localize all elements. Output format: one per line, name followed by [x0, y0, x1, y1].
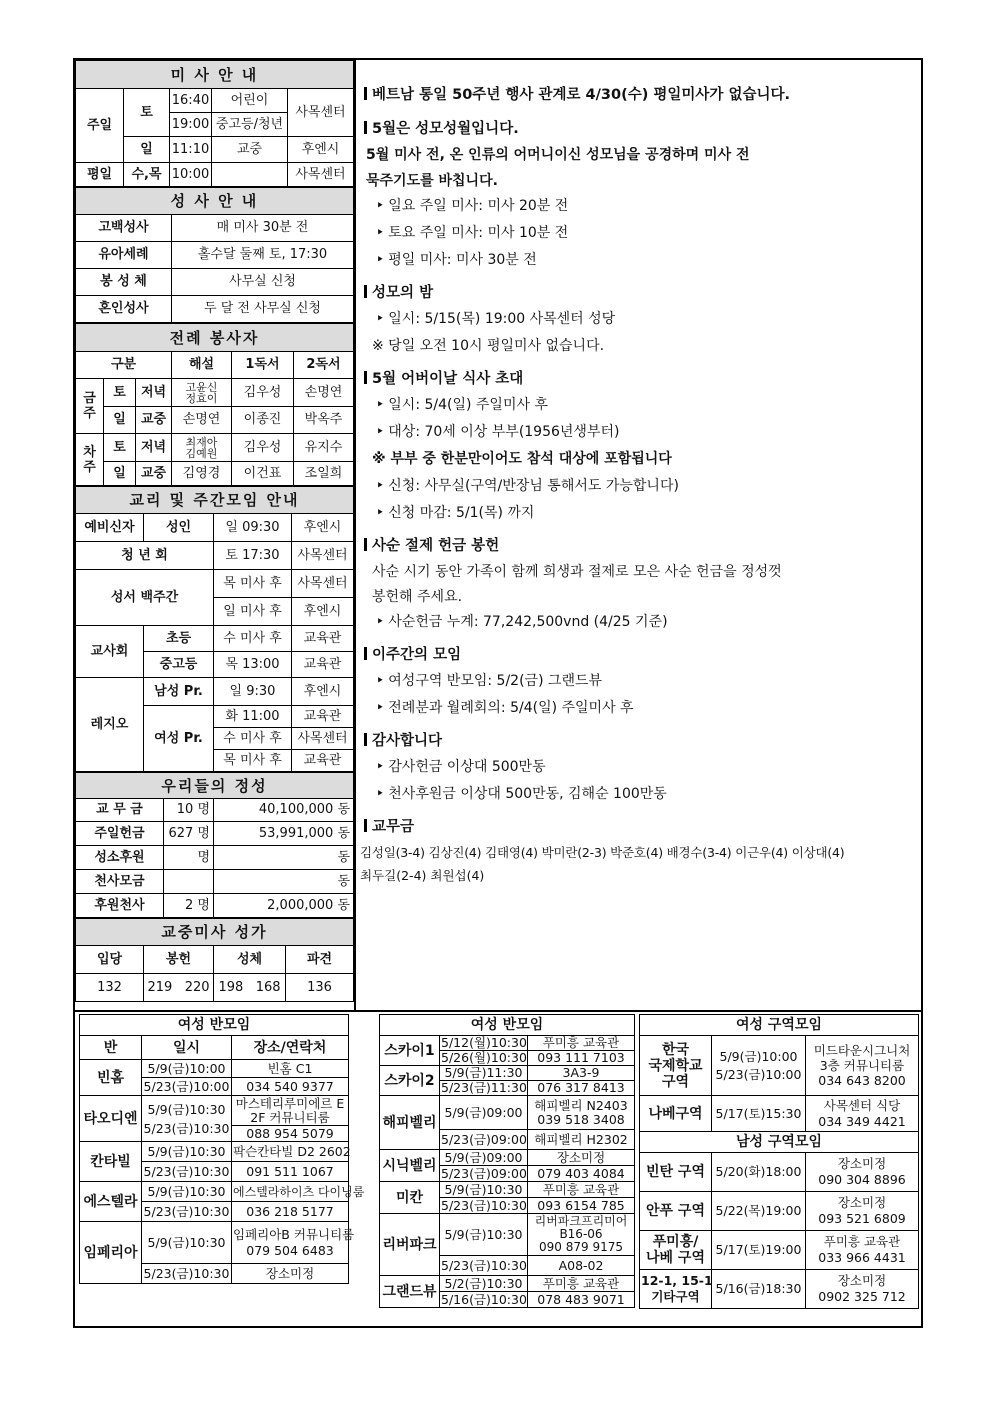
group-name: 그랜드뷰	[380, 1276, 440, 1308]
youth-place: 사목센터	[292, 542, 354, 570]
notice-bullet: ‣ 신청: 사무실(구역/반장님 통해서도 가능합니다)	[364, 473, 923, 500]
notice-text: 사순 시기 동안 가족이 함께 희생과 절제로 모은 사순 헌금을 정성껏	[372, 564, 782, 580]
bulletin-page	[73, 58, 923, 1328]
group-contact: 091 511 1067	[232, 1162, 349, 1182]
women-pr-place-3: 교육관	[292, 750, 354, 772]
offering-label: 성소후원	[76, 846, 164, 870]
bible-place-1: 사목센터	[292, 570, 354, 598]
mid-time: 목 13:00	[214, 652, 292, 678]
notice-note: ※ 당일 오전 10시 평일미사 없습니다.	[372, 338, 605, 354]
offering-count: 2 명	[164, 894, 214, 918]
group-place: 빈홈 C1	[232, 1060, 349, 1078]
women-groups-title: 여성 반모임	[80, 1015, 349, 1036]
wg-header: 일시	[142, 1036, 232, 1060]
group-name: 칸타빌	[80, 1142, 142, 1182]
liturgy-day: 토	[104, 379, 136, 407]
sat-group-2: 중고등/청년	[212, 113, 288, 137]
adult-label: 성인	[144, 514, 214, 542]
women-pr-place-1: 교육관	[292, 706, 354, 728]
group-place: 팍슨칸타빌 D2 2602	[232, 1142, 349, 1162]
group-date: 5/23(금)10:00	[142, 1078, 232, 1096]
liturgy-mass: 저녁	[136, 434, 172, 462]
district-name: 빈탄 구역	[640, 1153, 712, 1192]
group-name: 에스텔라	[80, 1182, 142, 1222]
bottom-section	[75, 1010, 921, 1326]
liturgy-reader1: 김우성	[232, 434, 294, 462]
notice-bullet: ‣ 사순헌금 누계: 77,242,500vnd (4/25 기준)	[364, 609, 923, 636]
next-week-label: 차주	[76, 434, 104, 486]
district-name: 푸미흥/	[652, 1234, 699, 1250]
bible-time-1: 목 미사 후	[214, 570, 292, 598]
offering-amount: 2,000,000 동	[214, 894, 354, 918]
sun-time: 11:10	[170, 137, 212, 163]
sunday-label: 주일	[76, 89, 124, 163]
bible-label: 성서 백주간	[76, 570, 214, 626]
sacrament-table	[75, 187, 354, 323]
group-name: 해피벨리	[380, 1096, 440, 1150]
weekday-label: 평일	[76, 163, 124, 187]
sacrament-value: 매 미사 30분 전	[172, 215, 354, 242]
group-date: 5/2(금)10:30	[440, 1276, 528, 1292]
notice-bullet: ‣ 토요 주일 미사: 미사 10분 전	[364, 220, 923, 247]
district-contact: 090 304 8896	[818, 1172, 906, 1187]
sat-time-1: 16:40	[170, 89, 212, 113]
notice-4	[364, 366, 923, 527]
liturgy-commentator: 김영경	[172, 462, 232, 486]
notice-bullet: ‣ 감사헌금 이상대 500만동	[364, 754, 923, 781]
notices-column	[356, 60, 923, 1010]
group-date: 5/9(금)10:30	[142, 1182, 232, 1202]
women-pr-label: 여성 Pr.	[144, 706, 214, 772]
bible-time-2: 일 미사 후	[214, 598, 292, 626]
group-place: 푸미흥 교육관	[528, 1036, 635, 1051]
notice-bullet: ‣ 일시: 5/4(일) 주일미사 후	[364, 392, 923, 419]
group-date: 5/23(금)10:30	[441, 1197, 527, 1213]
district-name: 기타구역	[651, 1289, 700, 1304]
hymns-title: 교중미사 성가	[76, 919, 354, 946]
group-place: 2F 커뮤니티룸	[250, 1109, 330, 1125]
women-groups-1	[79, 1014, 365, 1284]
catechumen-label: 예비신자	[76, 514, 144, 542]
group-contact: 078 483 9071	[528, 1292, 635, 1308]
group-date: 5/23(금)10:30	[142, 1264, 232, 1284]
sacrament-value: 두 달 전 사무실 신청	[172, 296, 354, 323]
group-date: 5/9(금)10:30	[142, 1222, 232, 1264]
district-place: 장소미정	[837, 1273, 887, 1288]
group-name: 스카이2	[380, 1066, 440, 1096]
notice-bullet: ‣ 대상: 70세 이상 부부(1956년생부터)	[364, 419, 923, 446]
notice-bullet: ‣ 여성구역 반모임: 5/2(금) 그랜드뷰	[364, 668, 923, 695]
liturgy-reader1: 이종진	[232, 407, 294, 434]
notice-note: ※ 부부 중 한분만이어도 참석 대상에 포함됩니다	[372, 451, 672, 467]
women-pr-place-2: 사목센터	[292, 728, 354, 750]
offering-amount: 동	[214, 870, 354, 894]
district-date: 5/9(금)10:00	[719, 1048, 798, 1064]
notice-title: 성모의 밤	[364, 280, 923, 306]
group-contact: 034 540 9377	[232, 1078, 349, 1096]
group-contact: 079 403 4084	[528, 1166, 635, 1182]
offering-count: 10 명	[164, 799, 214, 822]
wg-header: 반	[80, 1036, 142, 1060]
elem-label: 초등	[144, 626, 214, 652]
district-contact: 033 966 4431	[818, 1250, 906, 1265]
group-date: 5/26(월)10:30	[441, 1050, 527, 1065]
notice-title: 이주간의 모임	[364, 642, 923, 668]
district-name: 12-1, 15-1	[641, 1273, 713, 1288]
sat-group-1: 어린이	[212, 89, 288, 113]
sacrament-label: 유아세례	[76, 242, 172, 269]
group-place: 푸미흥 교육관	[528, 1276, 635, 1292]
teachers-label: 교사회	[76, 626, 144, 678]
offering-count: 627 명	[164, 822, 214, 846]
offerings-table	[75, 772, 354, 918]
hymn-header: 봉헌	[144, 946, 214, 974]
liturgy-mass: 교중	[136, 407, 172, 434]
catechumen-place: 후엔시	[292, 514, 354, 542]
liturgy-reader1: 이건표	[232, 462, 294, 486]
offering-label: 주일헌금	[76, 822, 164, 846]
notice-bullet: ‣ 천사후원금 이상대 500만동, 김해순 100만동	[364, 781, 923, 808]
sacrament-value: 홀수달 둘째 토, 17:30	[172, 242, 354, 269]
notice-text: 5월 미사 전, 온 인류의 어머니이신 성모님을 공경하며 미사 전	[366, 147, 750, 163]
group-date: 5/9(금)10:30	[440, 1182, 528, 1198]
liturgy-table	[75, 323, 354, 486]
liturgy-reader2: 손명연	[294, 379, 354, 407]
hymn-number: 219 220	[144, 974, 214, 1002]
group-place: 3A3-9	[528, 1066, 635, 1081]
left-column	[75, 60, 356, 1010]
group-name: 타오디엔	[80, 1096, 142, 1142]
district-date: 5/20(화)18:00	[712, 1153, 806, 1192]
liturgy-day: 일	[104, 462, 136, 486]
sacrament-label: 혼인성사	[76, 296, 172, 323]
notice-text: 묵주기도를 바칩니다.	[366, 173, 498, 189]
notice-title: 감사합니다	[364, 728, 923, 754]
liturgy-header: 2독서	[294, 352, 354, 379]
hymn-number: 136	[286, 974, 354, 1002]
group-date: 5/9(금)10:30	[142, 1142, 232, 1162]
notice-5	[364, 533, 923, 636]
liturgy-title: 전례 봉사자	[76, 324, 354, 352]
district-name: 국제학교	[648, 1057, 703, 1074]
group-place: 리버파크프리미어	[534, 1214, 628, 1228]
sat-time-2: 19:00	[170, 113, 212, 137]
district-name: 한국	[661, 1041, 690, 1058]
sacrament-label: 봉 성 체	[76, 269, 172, 296]
group-place: 에스텔라하이츠 다이닝룸	[232, 1182, 349, 1202]
hymn-number: 198 168	[214, 974, 286, 1002]
group-contact: 076 317 8413	[528, 1081, 635, 1096]
group-date: 5/9(금)09:00	[440, 1150, 528, 1166]
liturgy-mass: 교중	[136, 462, 172, 486]
meetings-title: 교리 및 주간모임 안내	[76, 487, 354, 514]
sat-place: 사목센터	[288, 89, 354, 137]
liturgy-header: 1독서	[232, 352, 294, 379]
group-contact: 093 111 7103	[528, 1051, 635, 1066]
notice-text: 최두길(2-4) 최원섭(4)	[360, 868, 485, 883]
wg-header: 장소/연락처	[232, 1036, 349, 1060]
group-date: 5/9(금)11:30	[440, 1066, 528, 1081]
group-place: 마스테리루미에르 E	[235, 1095, 345, 1111]
group-date: 5/23(금)10:30	[440, 1256, 528, 1276]
sun-label: 일	[124, 137, 170, 163]
sun-group: 교중	[212, 137, 288, 163]
group-date: 5/16(금)10:30	[441, 1291, 527, 1307]
group-place: A08-02	[528, 1256, 635, 1276]
weekday-time: 10:00	[170, 163, 212, 187]
men-districts-title: 남성 구역모임	[640, 1132, 919, 1153]
liturgy-commentator: 손명연	[172, 407, 232, 434]
mass-schedule-table	[75, 60, 354, 187]
liturgy-day: 토	[104, 434, 136, 462]
group-date: 5/23(금)10:30	[142, 1202, 232, 1222]
notice-3	[364, 280, 923, 360]
liturgy-commentator: 고윤신 정효이	[172, 379, 232, 407]
legio-label: 레지오	[76, 678, 144, 772]
group-date: 5/23(금)09:00	[440, 1130, 528, 1150]
group-contact: 036 218 5177	[232, 1202, 349, 1222]
group-date: 5/23(금)09:00	[441, 1165, 527, 1181]
district-contact: 034 349 4421	[818, 1113, 906, 1129]
group-date: 5/9(금)10:30	[147, 1101, 226, 1117]
group-place: 해피벨리 H2302	[528, 1130, 635, 1150]
elem-time: 수 미사 후	[214, 626, 292, 652]
district-date: 5/17(토)19:00	[712, 1231, 806, 1270]
notice-8	[360, 814, 923, 886]
notice-bullet: ‣ 평일 미사: 미사 30분 전	[364, 247, 923, 274]
district-contact: 034 643 8200	[818, 1073, 906, 1088]
offerings-title: 우리들의 정성	[76, 773, 354, 799]
group-date: 5/9(금)10:00	[142, 1060, 232, 1078]
meetings-table	[75, 486, 354, 772]
group-contact: 093 6154 785	[528, 1198, 635, 1214]
district-name: 구역	[661, 1073, 690, 1090]
liturgy-reader1: 김우성	[232, 379, 294, 407]
notice-title: 사순 절제 헌금 봉헌	[364, 533, 923, 559]
liturgy-commentator: 최재아 김예원	[172, 434, 232, 462]
sacrament-label: 고백성사	[76, 215, 172, 242]
women-groups-2	[379, 1014, 635, 1308]
liturgy-reader2: 박옥주	[294, 407, 354, 434]
group-name: 시닉벨리	[380, 1150, 440, 1182]
notice-title: 5월 어버이날 식사 초대	[364, 366, 923, 392]
hymn-header: 성체	[214, 946, 286, 974]
group-date: 5/23(금)10:30	[143, 1120, 230, 1136]
group-date: 5/23(금)11:30	[441, 1080, 527, 1095]
group-name: 스카이1	[380, 1036, 440, 1066]
group-place: 해피벨리 N2403	[534, 1097, 628, 1113]
elem-place: 교육관	[292, 626, 354, 652]
men-pr-time: 일 9:30	[214, 678, 292, 706]
offering-amount: 53,991,000 동	[214, 822, 354, 846]
district-date: 5/17(토)15:30	[712, 1096, 806, 1132]
women-districts-title: 여성 구역모임	[640, 1015, 919, 1036]
district-place: 3층 커뮤니티룸	[819, 1058, 905, 1073]
district-place: 장소미정	[837, 1195, 887, 1210]
district-place: 장소미정	[837, 1156, 887, 1171]
liturgy-header: 해설	[172, 352, 232, 379]
group-place: B16-06	[559, 1227, 603, 1241]
offering-amount: 40,100,000 동	[214, 799, 354, 822]
notice-title: 교무금	[364, 814, 923, 840]
liturgy-reader2: 유지수	[294, 434, 354, 462]
men-pr-place: 후엔시	[292, 678, 354, 706]
group-date: 5/9(금)09:00	[440, 1096, 528, 1130]
notice-bullet: ‣ 일시: 5/15(목) 19:00 사목센터 성당	[364, 306, 923, 333]
notice-1	[364, 82, 923, 108]
offering-label: 교 무 금	[76, 799, 164, 822]
women-pr-time-2: 수 미사 후	[214, 728, 292, 750]
mid-label: 중고등	[144, 652, 214, 678]
group-contact: 079 504 6483	[246, 1242, 334, 1258]
offering-label: 후원천사	[76, 894, 164, 918]
hymn-number: 132	[76, 974, 144, 1002]
notice-bullet: ‣ 일요 주일 미사: 미사 20분 전	[364, 193, 923, 220]
group-place: 임페리아B 커뮤니티룸	[233, 1226, 355, 1242]
mass-title: 미 사 안 내	[76, 61, 354, 89]
group-name: 빈홈	[80, 1060, 142, 1096]
women-pr-time-3: 목 미사 후	[214, 750, 292, 772]
women-pr-time-1: 화 11:00	[214, 706, 292, 728]
women-groups-title: 여성 반모임	[380, 1015, 635, 1036]
weekday-place: 사목센터	[288, 163, 354, 187]
district-date: 5/23(금)10:00	[715, 1066, 802, 1082]
youth-label: 청 년 회	[76, 542, 214, 570]
catechumen-time: 일 09:30	[214, 514, 292, 542]
group-name: 미칸	[380, 1182, 440, 1214]
group-contact: 088 954 5079	[232, 1126, 349, 1142]
group-date: 5/9(금)10:30	[440, 1214, 528, 1256]
youth-time: 토 17:30	[214, 542, 292, 570]
group-date: 5/23(금)10:30	[142, 1162, 232, 1182]
group-place: 장소미정	[232, 1264, 349, 1284]
offering-count: 명	[164, 846, 214, 870]
district-contact: 0902 325 712	[818, 1289, 906, 1304]
district-date: 5/16(금)18:30	[712, 1270, 806, 1309]
notice-bullet: ‣ 전례분과 월례회의: 5/4(일) 주일미사 후	[364, 695, 923, 722]
group-place: 푸미흥 교육관	[528, 1182, 635, 1198]
sun-place: 후엔시	[288, 137, 354, 163]
district-name: 나베 구역	[646, 1250, 705, 1266]
group-name: 리버파크	[380, 1214, 440, 1276]
offering-label: 천사모금	[76, 870, 164, 894]
hymns-table	[75, 918, 354, 1002]
district-name: 나베구역	[640, 1096, 712, 1132]
hymn-header: 입당	[76, 946, 144, 974]
this-week-label: 금주	[76, 379, 104, 434]
district-name: 안푸 구역	[640, 1192, 712, 1231]
district-place: 푸미흥 교육관	[823, 1234, 901, 1249]
notice-2	[364, 116, 923, 274]
weekday-days: 수,목	[124, 163, 170, 187]
liturgy-header: 구분	[76, 352, 172, 379]
men-pr-label: 남성 Pr.	[144, 678, 214, 706]
district-contact: 093 521 6809	[818, 1211, 906, 1226]
group-contact: 090 879 9175	[539, 1240, 623, 1254]
group-date: 5/12(월)10:30	[441, 1035, 527, 1050]
district-place: 미드타운시그니처	[813, 1043, 911, 1058]
offering-amount: 동	[214, 846, 354, 870]
district-place: 사목센터 식당	[823, 1097, 901, 1113]
notice-title: 베트남 통일 50주년 행사 관계로 4/30(수) 평일미사가 없습니다.	[364, 82, 923, 108]
group-place: 장소미정	[528, 1150, 635, 1166]
notice-6	[364, 642, 923, 722]
sacrament-title: 성 사 안 내	[76, 188, 354, 215]
district-date: 5/22(목)19:00	[712, 1192, 806, 1231]
mid-place: 교육관	[292, 652, 354, 678]
bible-place-2: 후엔시	[292, 598, 354, 626]
offering-count	[164, 870, 214, 894]
hymn-header: 파견	[286, 946, 354, 974]
liturgy-mass: 저녁	[136, 379, 172, 407]
liturgy-reader2: 조일희	[294, 462, 354, 486]
notice-text: 김성일(3-4) 김상진(4) 김태영(4) 박미란(2-3) 박준호(4) 배경수(3-4) 이근우(4) 이상대(4)	[360, 845, 845, 860]
group-contact: 039 518 3408	[537, 1111, 625, 1127]
notice-title: 5월은 성모성월입니다.	[364, 116, 923, 142]
sat-label: 토	[124, 89, 170, 137]
notice-text: 봉헌해 주세요.	[372, 589, 463, 605]
notice-bullet: ‣ 신청 마감: 5/1(목) 까지	[364, 500, 923, 527]
group-name: 임페리아	[80, 1222, 142, 1284]
notice-7	[364, 728, 923, 808]
liturgy-day: 일	[104, 407, 136, 434]
district-groups	[639, 1014, 919, 1309]
sacrament-value: 사무실 신청	[172, 269, 354, 296]
